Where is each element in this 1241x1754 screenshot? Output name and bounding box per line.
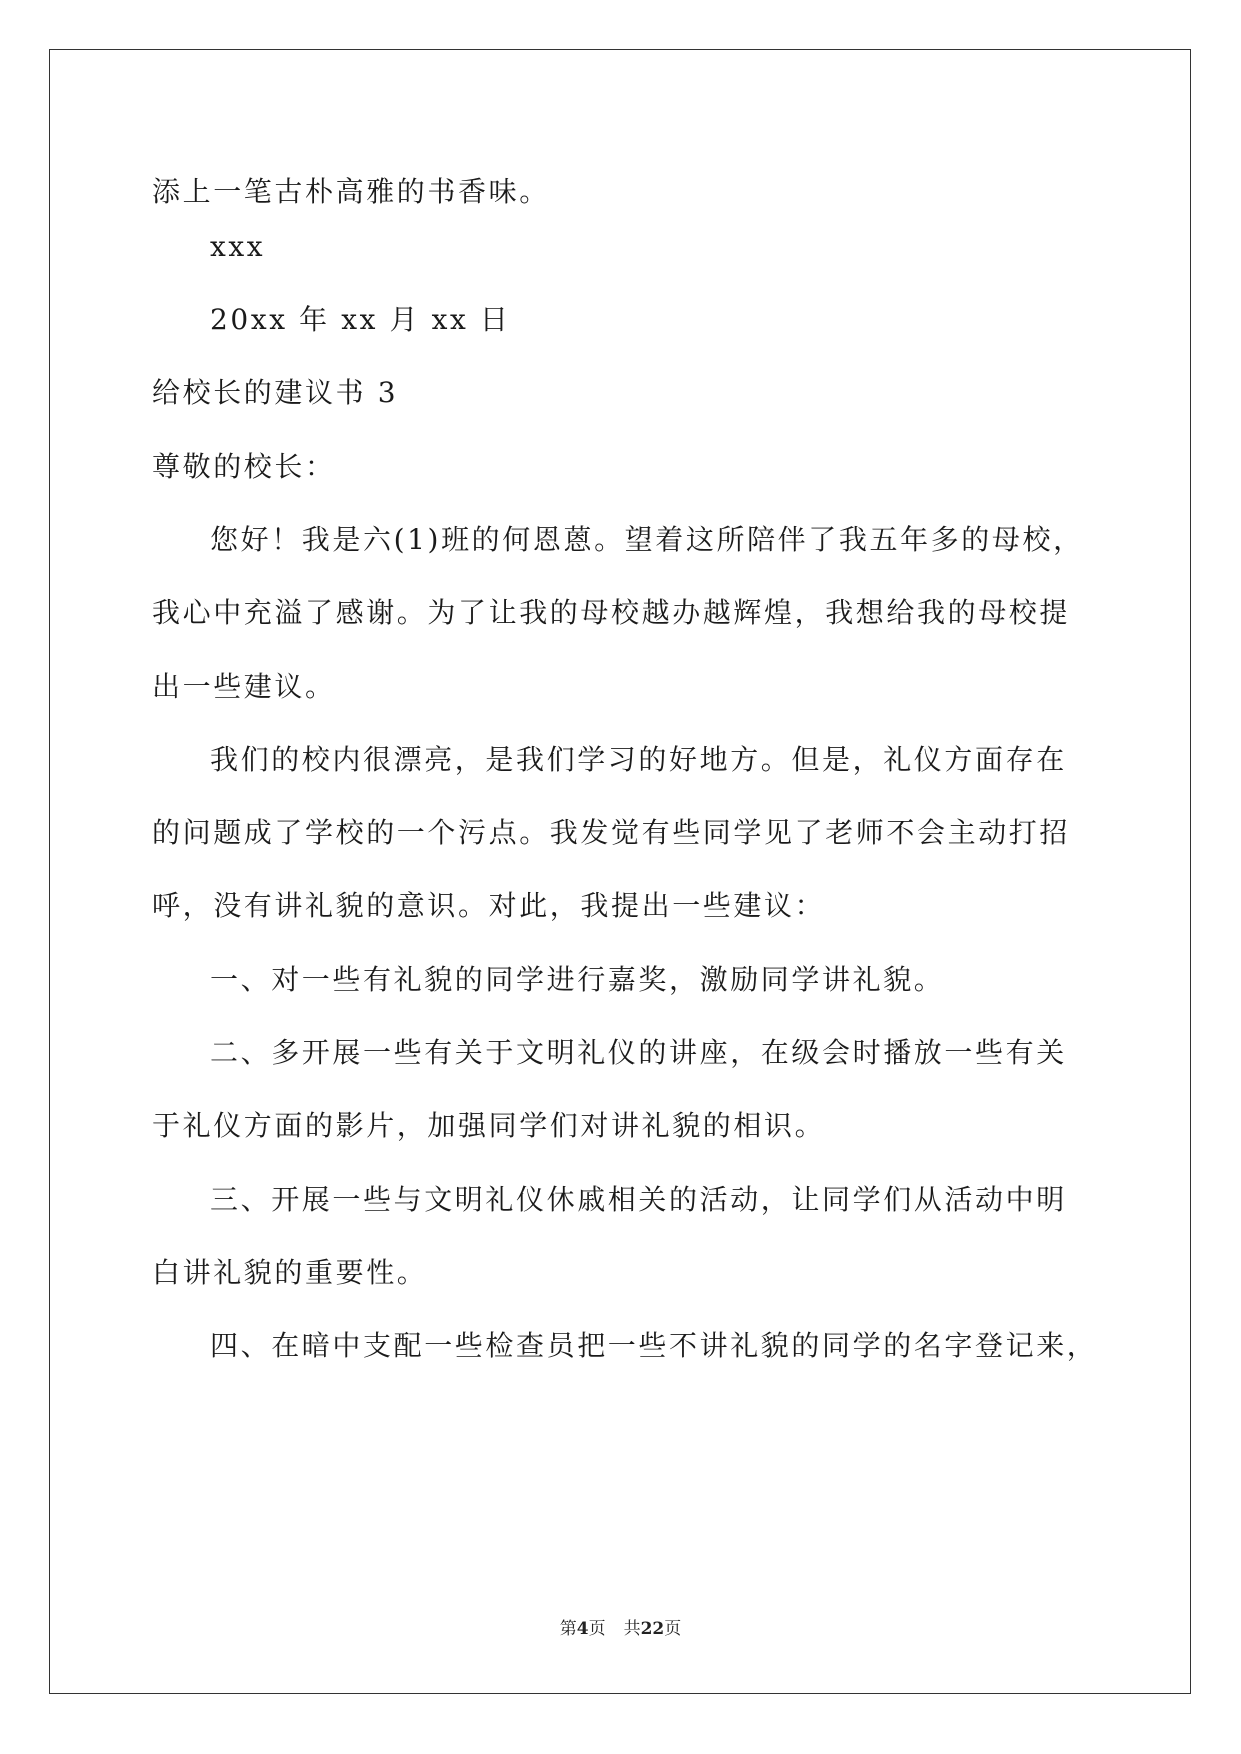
list-item: 一、对一些有礼貌的同学进行嘉奖，激励同学讲礼貌。 bbox=[210, 963, 945, 996]
list-item: 二、多开展一些有关于文明礼仪的讲座，在级会时播放一些有关 bbox=[210, 1036, 1067, 1069]
text-line: 添上一笔古朴高雅的书香味。 bbox=[152, 175, 550, 208]
salutation: 尊敬的校长： bbox=[152, 450, 336, 483]
list-item: 四、在暗中支配一些检查员把一些不讲礼貌的同学的名字登记来， bbox=[210, 1329, 1098, 1362]
page-suffix: 页 bbox=[588, 1619, 606, 1639]
text-line: 于礼仪方面的影片，加强同学们对讲礼貌的相识。 bbox=[152, 1109, 826, 1142]
text-line: 白讲礼貌的重要性。 bbox=[152, 1256, 428, 1289]
text-line: 呼，没有讲礼貌的意识。对此，我提出一些建议： bbox=[152, 889, 826, 922]
text-line: 您好！我是六(1)班的何恩蒽。望着这所陪伴了我五年多的母校， bbox=[210, 523, 1084, 556]
page-footer bbox=[0, 1614, 1241, 1639]
total-suffix: 页 bbox=[664, 1619, 682, 1639]
text-line: 我们的校内很漂亮，是我们学习的好地方。但是，礼仪方面存在 bbox=[210, 743, 1067, 776]
section-title: 给校长的建议书 3 bbox=[152, 376, 399, 409]
text-line: 我心中充溢了感谢。为了让我的母校越办越辉煌，我想给我的母校提 bbox=[152, 596, 1071, 629]
page-total: 22 bbox=[640, 1619, 665, 1639]
signature-date: 20xx 年 xx 月 xx 日 bbox=[210, 303, 511, 336]
page-current: 4 bbox=[576, 1619, 589, 1639]
text-line: 出一些建议。 bbox=[152, 670, 336, 703]
list-item: 三、开展一些与文明礼仪休戚相关的活动，让同学们从活动中明 bbox=[210, 1183, 1067, 1216]
page-border bbox=[49, 49, 1191, 1694]
signature-name: xxx bbox=[210, 230, 266, 263]
total-prefix: 共 bbox=[623, 1619, 641, 1639]
page-prefix: 第 bbox=[559, 1619, 577, 1639]
text-line: 的问题成了学校的一个污点。我发觉有些同学见了老师不会主动打招 bbox=[152, 816, 1071, 849]
